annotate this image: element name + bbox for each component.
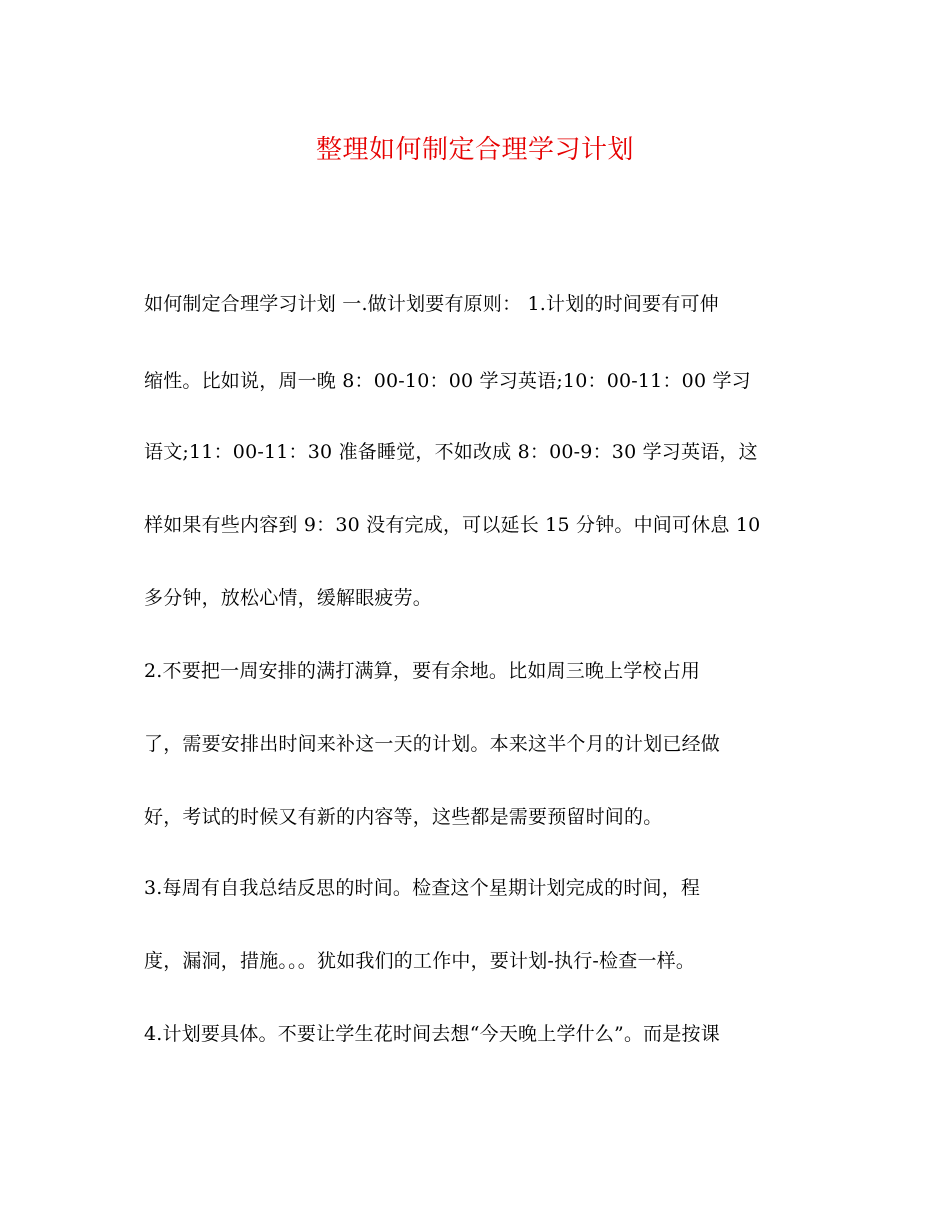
document-title: 整理如何制定合理学习计划 [315, 135, 634, 165]
paragraph-line: 多分钟，放松心情，缓解眼疲劳。 [144, 587, 433, 609]
paragraph-line: 样如果有些内容到 9：30 没有完成，可以延长 15 分钟。中间可休息 10 [144, 514, 761, 536]
paragraph-line: 2.不要把一周安排的满打满算，要有余地。比如周三晚上学校占用 [144, 660, 701, 682]
paragraph-line: 缩性。比如说，周一晚 8：00-10：00 学习英语;10：00-11：00 学习 [144, 370, 751, 392]
paragraph-line: 语文;11：00-11：30 准备睡觉，不如改成 8：00-9：30 学习英语，这 [144, 441, 758, 463]
paragraph-line: 4.计划要具体。不要让学生花时间去想“今天晚上学什么”。而是按课 [144, 1023, 720, 1045]
paragraph-line: 了，需要安排出时间来补这一天的计划。本来这半个月的计划已经做 [144, 733, 721, 755]
paragraph-line: 度，漏洞，措施。。。犹如我们的工作中，要计划-执行-检查一样。 [144, 950, 696, 972]
paragraph-line: 好，考试的时候又有新的内容等，这些都是需要预留时间的。 [144, 806, 663, 828]
paragraph-line: 如何制定合理学习计划 一.做计划要有原则： 1.计划的时间要有可伸 [144, 293, 719, 315]
paragraph-line: 3.每周有自我总结反思的时间。检查这个星期计划完成的时间，程 [144, 877, 701, 899]
